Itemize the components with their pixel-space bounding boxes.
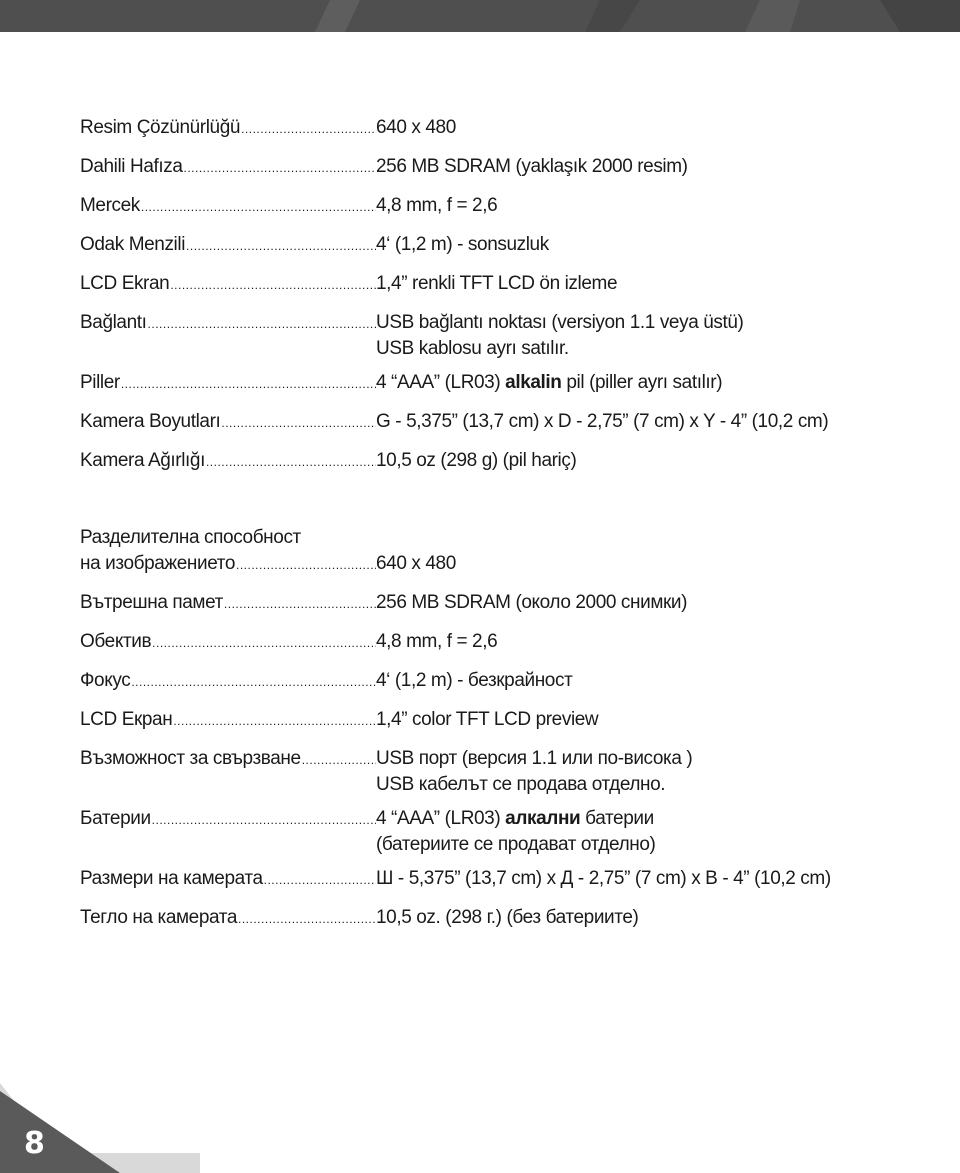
- turkish-specs: [80, 115, 900, 487]
- spec-row-dimensions: [80, 409, 900, 436]
- spec-value: 4‘ (1,2 m) - безкрайност: [376, 670, 573, 691]
- battery-note: батерии: [580, 808, 654, 829]
- spec-label: Вътрешна памет: [80, 592, 223, 613]
- top-band-facets: [0, 0, 960, 32]
- spec-label: Възможност за свързване: [80, 748, 301, 769]
- spec-value: USB порт (версия 1.1 или по-висока ): [376, 748, 693, 769]
- spec-value: 10,5 oz (298 g) (pil hariç): [376, 450, 577, 471]
- spec-label: Dahili Hafıza: [80, 156, 183, 177]
- spec-value: 4,8 mm, f = 2,6: [376, 195, 498, 216]
- dot-leader: [184, 155, 376, 181]
- spec-value: 1,4” color TFT LCD preview: [376, 709, 599, 730]
- spec-label: Mercek: [80, 195, 140, 216]
- dot-leader: [131, 669, 376, 695]
- spec-row-memory: [80, 590, 900, 617]
- spec-label: Тегло на камерата: [80, 907, 238, 928]
- page-number: 8: [24, 1126, 45, 1161]
- dot-leader: [302, 747, 376, 773]
- spec-value-note: USB kablosu ayrı satılır.: [376, 338, 569, 359]
- spec-label: Фокус: [80, 670, 131, 691]
- dot-leader: [241, 116, 376, 142]
- dot-leader: [148, 311, 376, 337]
- spec-value: 10,5 oz. (298 г.) (без батериите): [376, 907, 639, 928]
- spec-value: 640 x 480: [376, 117, 456, 138]
- spec-value-note: USB кабелът се продава отделно.: [376, 774, 666, 795]
- spec-row-weight: [80, 448, 900, 475]
- dot-leader: [224, 591, 376, 617]
- spec-value: USB bağlantı noktası (versiyon 1.1 veya üstü): [376, 312, 744, 333]
- dot-leader: [152, 807, 376, 833]
- spec-value: 256 MB SDRAM (около 2000 снимки): [376, 592, 688, 613]
- spec-label: LCD Екран: [80, 709, 173, 730]
- spec-label: на изображението: [80, 553, 236, 574]
- spec-value: 256 MB SDRAM (yaklaşık 2000 resim): [376, 156, 688, 177]
- battery-type: 4 “AAA” (LR03): [376, 372, 506, 393]
- dot-leader: [141, 194, 376, 220]
- spec-row-batteries: [80, 806, 900, 858]
- spec-row-lens: [80, 193, 900, 220]
- top-decorative-band: [0, 0, 960, 32]
- battery-chemistry: алкални: [505, 808, 581, 829]
- bulgarian-specs: [80, 525, 900, 944]
- spec-row-focus: [80, 668, 900, 695]
- spec-row-connection: [80, 310, 900, 362]
- dot-leader: [170, 272, 376, 298]
- spec-label: LCD Ekran: [80, 273, 170, 294]
- spec-label: Размери на камерата: [80, 868, 263, 889]
- spec-row-dimensions: [80, 866, 900, 893]
- spec-row-resolution: [80, 115, 900, 142]
- dot-leader: [238, 906, 376, 932]
- battery-type: 4 “AAA” (LR03): [376, 808, 506, 829]
- spec-value-note: (батериите се продават отделно): [376, 834, 656, 855]
- spec-row-lcd: [80, 271, 900, 298]
- dot-leader: [206, 449, 376, 475]
- spec-row-memory: [80, 154, 900, 181]
- spec-value: 1,4” renkli TFT LCD ön izleme: [376, 273, 618, 294]
- spec-label: Kamera Boyutları: [80, 411, 221, 432]
- spec-value: G - 5,375” (13,7 cm) x D - 2,75” (7 cm) x Y - 4” (10,2 cm): [376, 411, 829, 432]
- dot-leader: [152, 630, 376, 656]
- dot-leader: [186, 233, 376, 259]
- spec-row-weight: [80, 905, 900, 932]
- spec-value: [376, 806, 900, 832]
- spec-label: Kamera Ağırlığı: [80, 450, 205, 471]
- spec-value: 4‘ (1,2 m) - sonsuzluk: [376, 234, 549, 255]
- spec-label: Resim Çözünürlüğü: [80, 117, 241, 138]
- dot-leader: [264, 867, 376, 893]
- spec-row-focus: [80, 232, 900, 259]
- spec-row-lcd: [80, 707, 900, 734]
- spec-row-lens: [80, 629, 900, 656]
- dot-leader: [173, 708, 376, 734]
- spec-label: Piller: [80, 372, 120, 393]
- spec-value: [376, 370, 900, 396]
- spec-value: 640 x 480: [376, 553, 456, 574]
- spec-row-resolution: [80, 551, 900, 578]
- dot-leader: [221, 410, 376, 436]
- battery-note: pil (piller ayrı satılır): [561, 372, 723, 393]
- dot-leader: [236, 552, 376, 578]
- spec-value: Ш - 5,375” (13,7 cm) x Д - 2,75” (7 cm) x В - 4” (10,2 cm): [376, 868, 831, 889]
- spec-label-heading: Разделителна способност: [80, 527, 301, 548]
- dot-leader: [121, 371, 376, 397]
- spec-row-connection: [80, 746, 900, 798]
- spec-value: 4,8 mm, f = 2,6: [376, 631, 498, 652]
- spec-label: Батерии: [80, 808, 151, 829]
- spec-row-batteries: [80, 370, 900, 397]
- battery-chemistry: alkalin: [505, 372, 562, 393]
- spec-label: Odak Menzili: [80, 234, 186, 255]
- spec-label: Обектив: [80, 631, 152, 652]
- spec-label: Bağlantı: [80, 312, 147, 333]
